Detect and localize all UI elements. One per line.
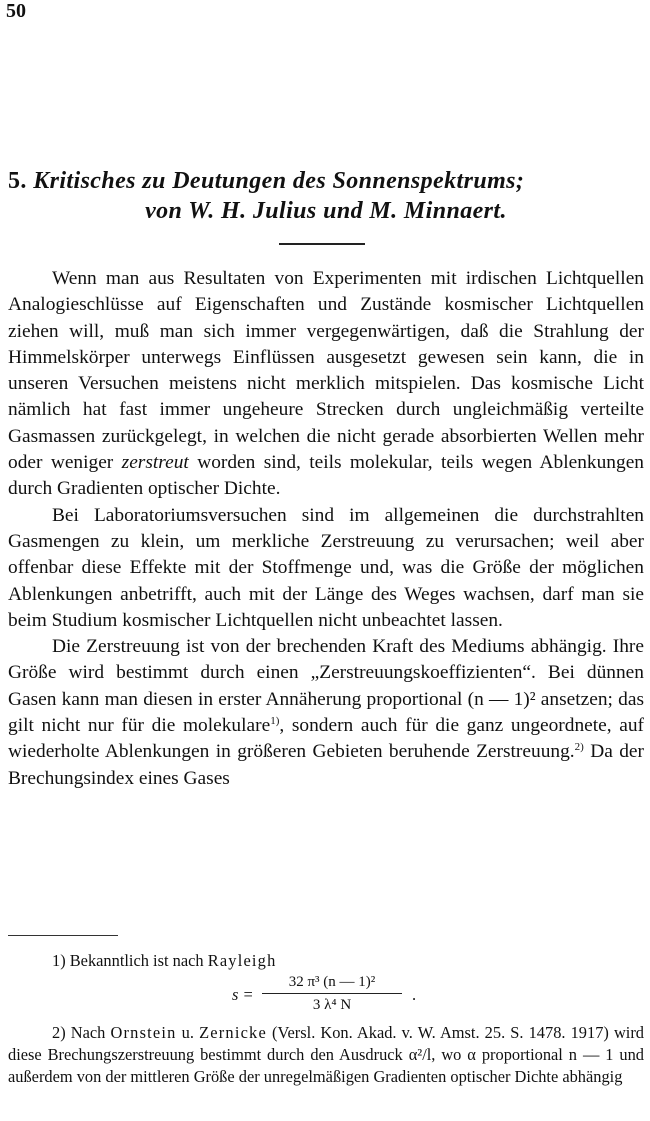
heading-line-1 [8,166,644,196]
heading-title: Kritisches zu Deutungen des Sonnenspektrums; [33,168,525,194]
paragraph-2: Bei Laboratoriumsversuchen sind im allgemeinen die durchstrahlten Gasmengen zu klein, um merkliche Zerstreuung zu verursachen; weil aber offenbar diese Effekte mit der Stoffmenge und, was die Größe der möglichen Ablenkungen anbetrifft, auch mit der Länge des Weges wachsen, darf man sie beim Studium kosmischer Lichtquellen nicht unbeachtet lassen. [8,504,644,631]
heading-authors: von W. H. Julius und M. Minnaert. [145,198,507,224]
footnote-2-author-1: Ornstein [110,1023,177,1042]
paragraph-1 [8,266,644,503]
footnote-2-conjunction: u. [181,1023,194,1042]
paragraph-1-text: Wenn man aus Resultaten von Experimenten mit irdischen Lichtquellen Analogieschlüsse auf Eigenschaften und Zustände kosmischer Lichtquellen ziehen will, muß man sich immer vergegenwärtigen, daß die Strahlung der Himmelskörper unterwegs Einflüssen ausgesetzt gewesen sein kann, die in unseren Versuchen meistens nicht merklich mitspielen. Das kosmische Licht nämlich hat fast immer ungeheure Strecken durch ungleichmäßig verteilte Gasmassen zurückgelegt, in welchen die nicht gerade absorbierten Wellen mehr oder weniger [8,268,644,474]
formula-numerator: 32 π³ (n — 1)² [262,972,402,994]
footnote-2-author-2: Zernicke [199,1023,267,1042]
footnote-ref-2[interactable]: 2) [574,741,584,754]
footnote-divider [8,935,118,936]
paragraph-1-tail: worden sind, teils molekular, teils wegen Ablenkungen durch Gradienten optischer Dichte. [8,452,645,500]
footnote-1 [8,950,644,972]
footnote-2 [8,1022,644,1088]
paragraph-3-text-c: Da der Brechungsindex eines Gases [8,741,644,789]
page-number: 50 [6,0,26,22]
section-number: 5. [8,168,27,194]
footnote-1-author: Rayleigh [207,951,277,970]
formula-fraction [262,972,402,1015]
article-heading [8,166,644,226]
footnote-2-text: (Versl. Kon. Akad. v. W. Amst. 25. S. 1478. 1917) wird diese Brechungszerstreuung bestimmt durch den Ausdruck α²/l, wo α proportional n — 1 und außerdem von der mittleren Größe der unregelmäßigen Gradienten optischer Dichte abhängig [8,1023,644,1086]
paragraph-3-text-b: , sondern auch für die ganz ungeordnete, auf wiederholte Ablenkungen in größeren Gebieten beruhende Zerstreuung. [8,715,645,763]
paragraph-3 [8,634,644,792]
footnotes [8,950,644,1088]
formula-lhs: s = [232,985,254,1004]
heading-divider [279,243,365,245]
formula-denominator: 3 λ⁴ N [312,997,352,1013]
formula-end: . [412,985,417,1004]
emphasis-zerstreut: zerstreut [121,452,189,474]
footnote-2-prefix: 2) Nach [52,1023,106,1042]
footnote-1-prefix: 1) Bekanntlich ist nach [52,951,204,970]
paragraph-3-text-a: Die Zerstreuung ist von der brechenden Kraft des Mediums abhängig. Ihre Größe wird bestimmt durch einen „Zerstreuungskoeffizienten“. Bei dünnen Gasen kann man diesen in erster Annäherung proportional (n — 1)² ansetzen; das gilt nicht nur für die molekulare [8,636,644,737]
article-body [8,266,644,792]
footnote-ref-1[interactable]: 1) [270,715,280,728]
rayleigh-formula [8,972,644,1018]
